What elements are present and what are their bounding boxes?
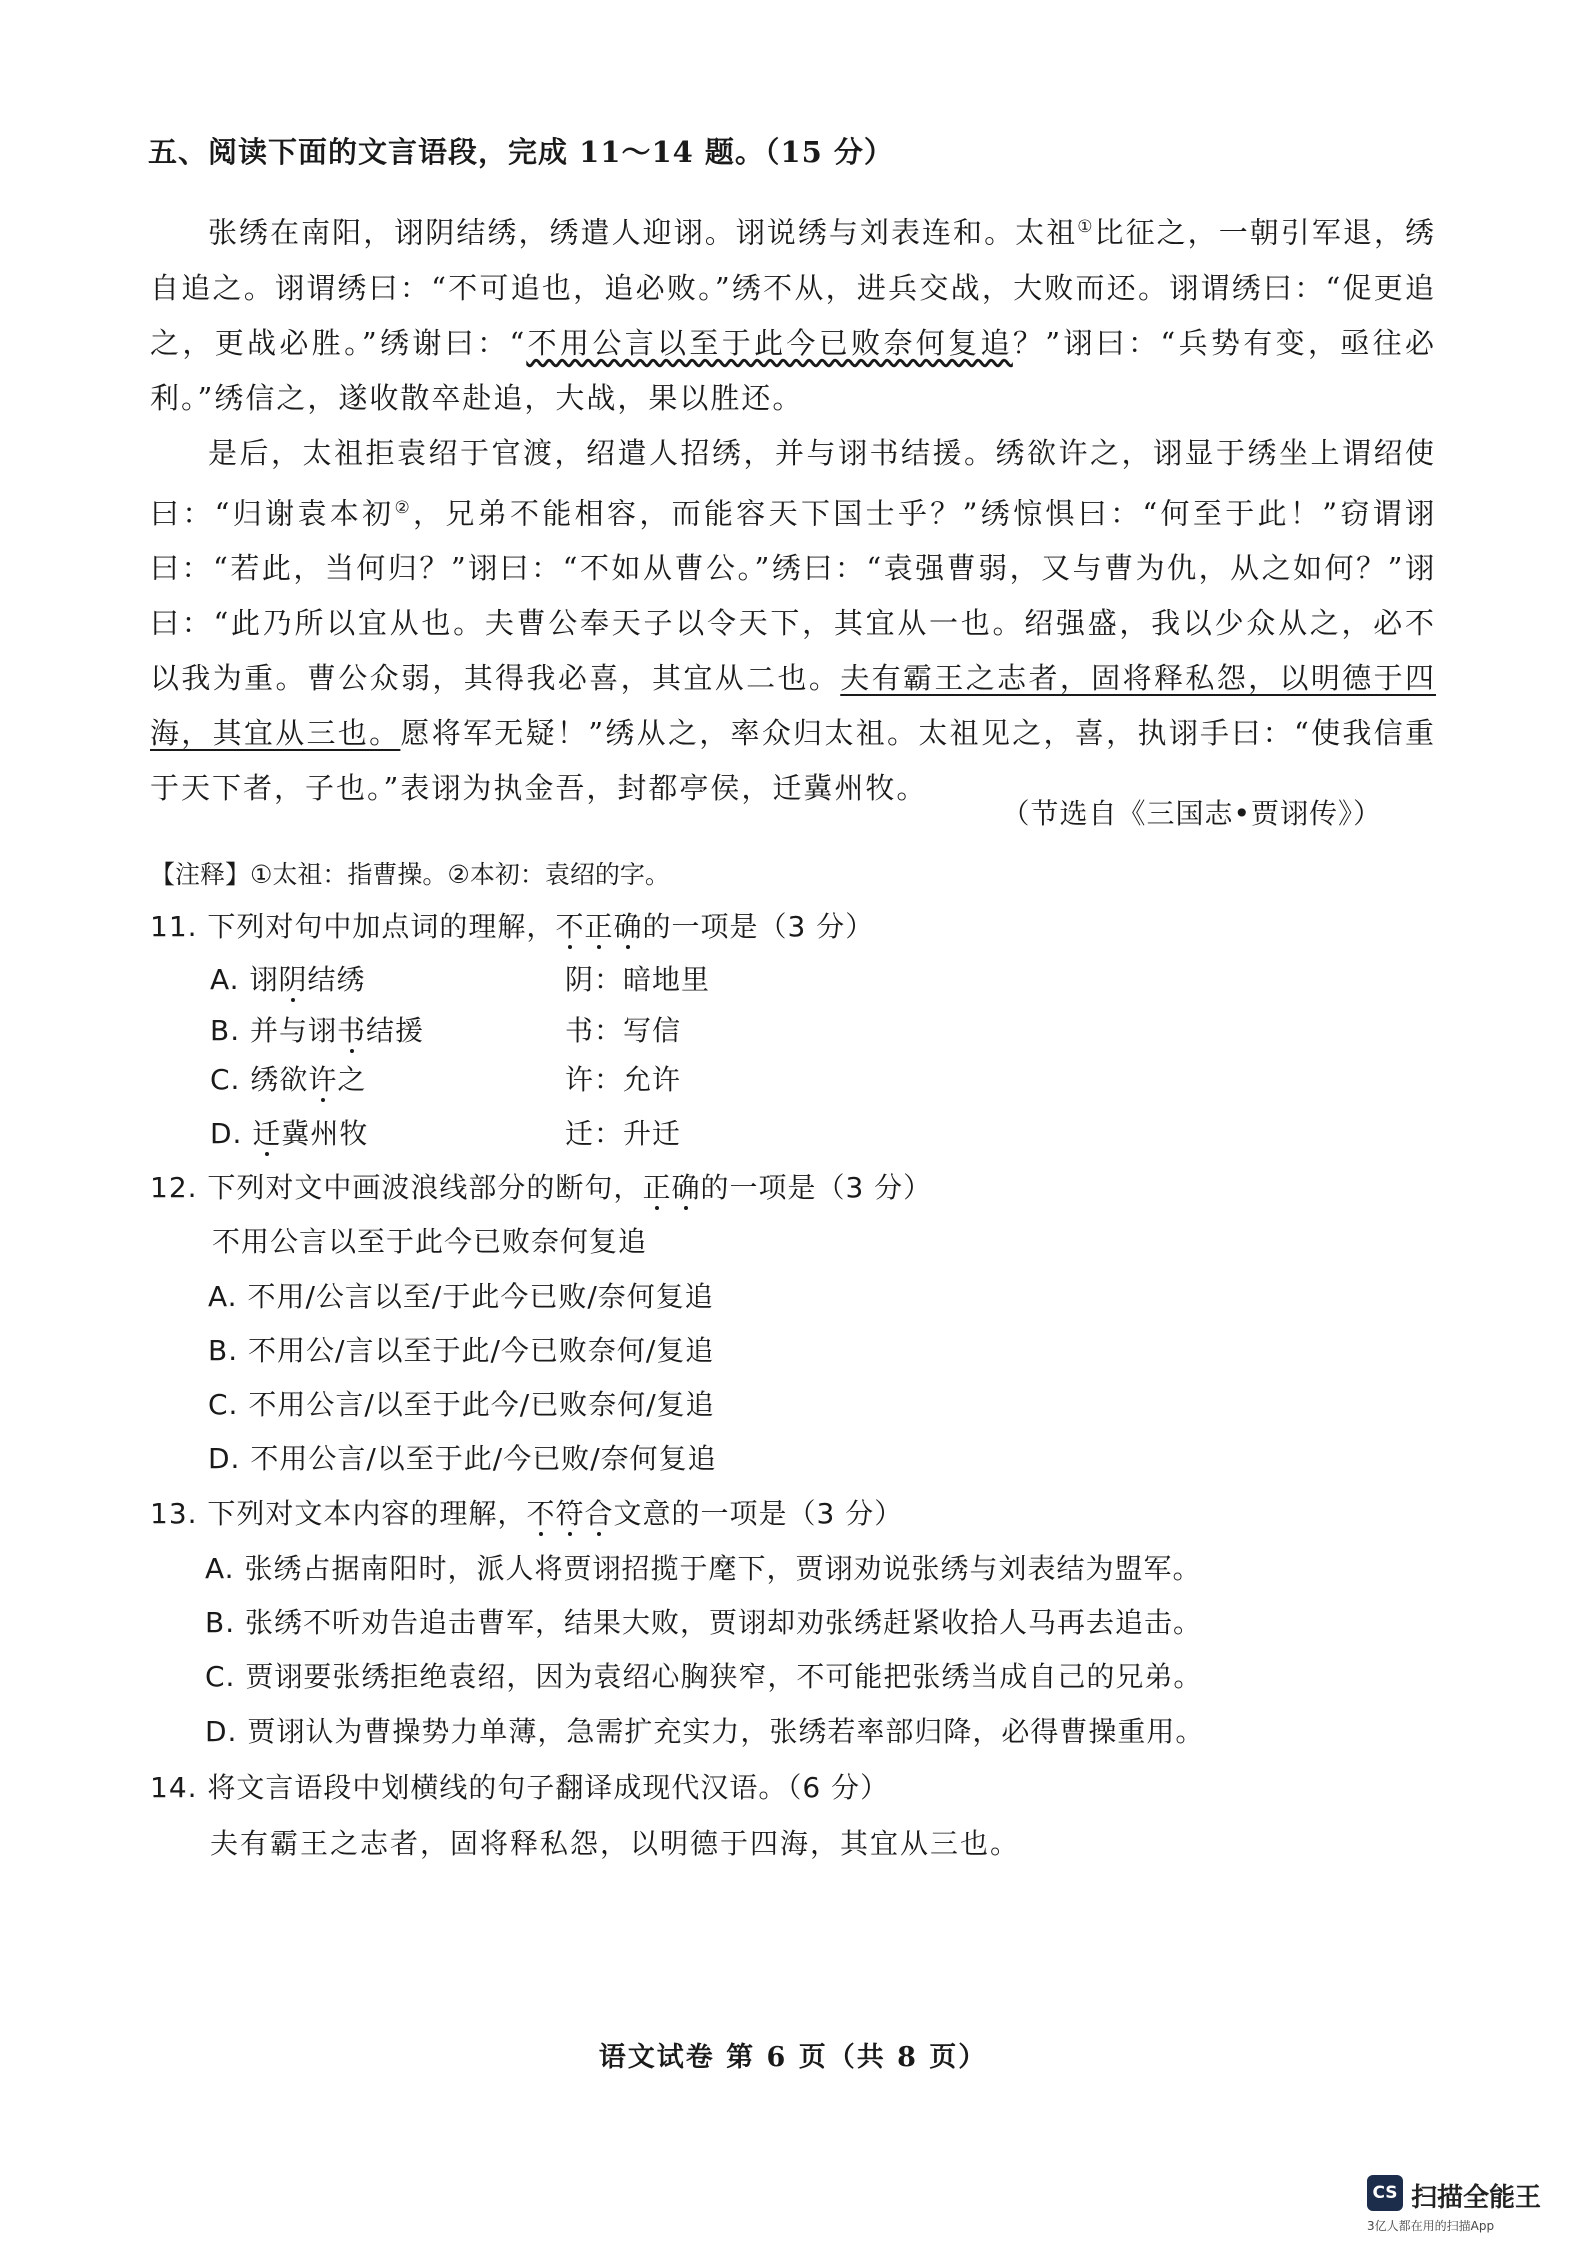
question-11-gloss-d: 迁：升迁 — [565, 1117, 682, 1150]
passage-paragraph-2: 是后，太祖拒袁绍于官渡，绍遣人招绣，并与诩书结援。绣欲许之，诩显于绣坐上谓绍使曰：“归谢袁本初②，兄弟不能相容，而能容天下国士乎？”绣惊惧曰：“何至于此！”窃谓诩曰：“若此，当何归？”诩曰：“不如从曹公。”绣曰：“袁强曹弱，又与曹为仇，从之如何？”诩曰：“此乃所以宜从也。夫曹公奉天子以令天下，其宜从一也。绍强盛，我以少众从之，必不以我为重。曹公众弱，其得我必喜，其宜从二也。夫有霸王之志者，固将释私怨，以明德于四海，其宜从三也。愿将军无疑！”绣从之，率众归太祖。太祖见之，喜，执诩手曰：“使我信重于天下者，子也。”表诩为执金吾，封都亭侯，迁冀州牧。 — [150, 435, 1436, 806]
scanner-watermark — [1367, 2175, 1557, 2235]
passage-paragraph-1: 张绣在南阳，诩阴结绣，绣遣人迎诩。诩说绣与刘表连和。太祖①比征之，一朝引军退，绣自追之。诩谓绣曰：“不可追也，追必败。”绣不从，进兵交战，大败而还。诩谓绣曰：“促更追之，更战必胜。”绣谢曰：“不用公言以至于此今已败奈何复追？”诩曰：“兵势有变，亟往必利。”绣信之，遂收散卒赴追，大战，果以胜还。 — [150, 215, 1436, 415]
question-13-stem: 13. 下列对文本内容的理解，不符合文意的一项是（3 分） — [150, 1497, 904, 1530]
footnote-marker-1: ① — [1077, 217, 1095, 237]
question-11-option-a[interactable]: A. 诩阴结绣 — [210, 963, 366, 996]
underlined-sentence: 夫有霸王之志者，固将释私怨，以明德于四海，其宜从三也。 — [150, 661, 1436, 751]
watermark-name: 扫描全能王 — [1411, 2183, 1542, 2213]
footnote-marker-2: ② — [394, 497, 414, 518]
annotation-notes: 【注释】①太祖：指曹操。②本初：袁绍的字。 — [150, 860, 670, 889]
question-11-option-d[interactable]: D. 迁冀州牧 — [210, 1117, 369, 1150]
passage-source: （节选自《三国志•贾诩传》） — [1001, 797, 1382, 830]
question-11-gloss-a: 阴：暗地里 — [565, 963, 711, 996]
question-12-option-a[interactable]: A. 不用/公言以至/于此今已败/奈何复追 — [208, 1280, 714, 1313]
question-12-stem: 12. 下列对文中画波浪线部分的断句，正确的一项是（3 分） — [150, 1171, 933, 1204]
question-11-gloss-c: 许：允许 — [565, 1063, 682, 1096]
camscanner-logo-icon: CS — [1367, 2175, 1403, 2211]
section-title: 五、阅读下面的文言语段，完成 11～14 题。（15 分） — [148, 135, 894, 169]
question-12-option-b[interactable]: B. 不用公/言以至于此/今已败奈何/复追 — [208, 1334, 715, 1367]
question-11-stem: 11. 下列对句中加点词的理解，不正确的一项是（3 分） — [150, 910, 875, 943]
question-14-sentence: 夫有霸王之志者，固将释私怨，以明德于四海，其宜从三也。 — [210, 1827, 1021, 1860]
page-footer: 语文试卷 第 6 页（共 8 页） — [598, 2042, 988, 2073]
question-13-option-a[interactable]: A. 张绣占据南阳时，派人将贾诩招揽于麾下，贾诩劝说张绣与刘表结为盟军。 — [205, 1552, 1202, 1585]
question-12-option-c[interactable]: C. 不用公言/以至于此今/已败奈何/复追 — [208, 1388, 715, 1421]
question-13-option-c[interactable]: C. 贾诩要张绣拒绝袁绍，因为袁绍心胸狭窄，不可能把张绣当成自己的兄弟。 — [205, 1660, 1203, 1693]
question-13-option-d[interactable]: D. 贾诩认为曹操势力单薄，急需扩充实力，张绣若率部归降，必得曹操重用。 — [205, 1715, 1205, 1748]
question-11-gloss-b: 书：写信 — [565, 1014, 682, 1047]
question-12-sentence: 不用公言以至于此今已败奈何复追 — [212, 1225, 648, 1258]
watermark-subtitle: 3亿人都在用的扫描App — [1367, 2219, 1495, 2233]
question-14-stem: 14. 将文言语段中划横线的句子翻译成现代汉语。（6 分） — [150, 1771, 890, 1804]
question-11-option-b[interactable]: B. 并与诩书结援 — [210, 1014, 425, 1047]
question-11-option-c[interactable]: C. 绣欲许之 — [210, 1063, 367, 1096]
question-13-option-b[interactable]: B. 张绣不听劝告追击曹军，结果大败，贾诩却劝张绣赶紧收拾人马再去追击。 — [205, 1606, 1203, 1639]
passage — [150, 200, 1436, 816]
question-12-option-d[interactable]: D. 不用公言/以至于此/今已败/奈何复追 — [208, 1442, 717, 1475]
wavy-underlined-sentence: 不用公言以至于此今已败奈何复追 — [526, 325, 1013, 360]
